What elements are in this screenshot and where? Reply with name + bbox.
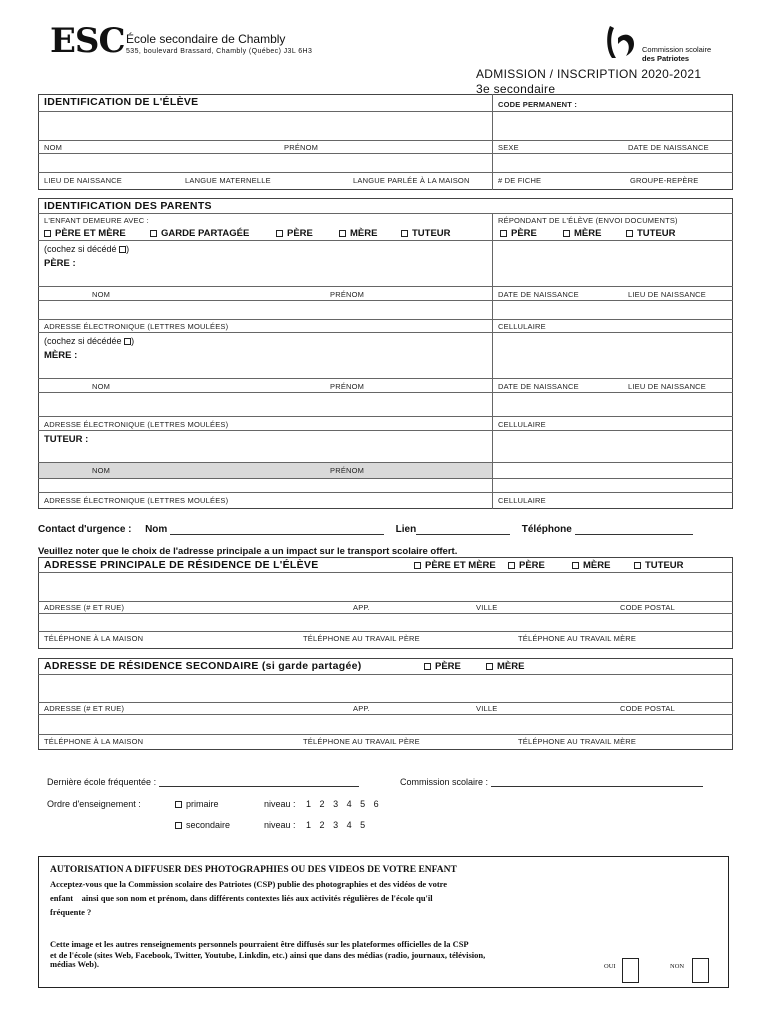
logo-text: ESC bbox=[50, 21, 125, 61]
sexe-label: SEXE bbox=[498, 143, 519, 152]
niveau-s2[interactable]: 2 bbox=[319, 820, 325, 830]
second-code-postal-label: CODE POSTAL bbox=[620, 704, 675, 713]
pere-decede-checkbox[interactable]: (cochez si décédé ) bbox=[44, 244, 130, 254]
urgence-lien-label: Lien bbox=[395, 524, 417, 535]
groupe-repere-label: GROUPE-REPÈRE bbox=[630, 176, 699, 185]
commission-label: Commission scolaire : bbox=[400, 777, 489, 787]
main-mere-checkbox[interactable]: MÈRE bbox=[572, 560, 610, 571]
school-name: École secondaire de Chambly bbox=[126, 32, 286, 46]
primaire-checkbox[interactable]: primaire bbox=[175, 799, 219, 809]
second-tel-pere-label: TÉLÉPHONE AU TRAVAIL PÈRE bbox=[303, 737, 420, 746]
mere-decede-checkbox[interactable]: (cochez si décédée ) bbox=[44, 336, 135, 346]
oui-label: OUI bbox=[604, 963, 616, 970]
no-fiche-label: # DE FICHE bbox=[498, 176, 542, 185]
autorisation-title: AUTORISATION A DIFFUSER DES PHOTOGRAPHIES OU DES VIDEOS DE VOTRE ENFANT bbox=[50, 865, 457, 875]
main-tel-mere-label: TÉLÉPHONE AU TRAVAIL MÈRE bbox=[518, 634, 637, 643]
main-tuteur-checkbox[interactable]: TUTEUR bbox=[634, 560, 684, 571]
board-name-1: Commission scolaire bbox=[642, 45, 712, 54]
main-pere-checkbox[interactable]: PÈRE bbox=[508, 560, 545, 571]
urgence-lien-field[interactable] bbox=[416, 524, 510, 535]
pere-courriel-label: ADRESSE ÉLECTRONIQUE (LETTRES MOULÉES) bbox=[44, 322, 229, 331]
board-logo-icon bbox=[604, 24, 638, 65]
repondant-mere-checkbox[interactable]: MÈRE bbox=[563, 228, 601, 239]
niveau-p4[interactable]: 4 bbox=[346, 799, 352, 809]
mere-cellulaire-label: CELLULAIRE bbox=[498, 420, 546, 429]
second-tel-maison-label: TÉLÉPHONE À LA MAISON bbox=[44, 737, 144, 746]
repondant-tuteur-checkbox[interactable]: TUTEUR bbox=[626, 228, 676, 239]
tuteur-cellulaire-label: CELLULAIRE bbox=[498, 496, 546, 505]
autorisation-line3: fréquente ? bbox=[50, 907, 92, 917]
urgence-tel-field[interactable] bbox=[575, 524, 693, 535]
second-pere-checkbox[interactable]: PÈRE bbox=[424, 661, 461, 672]
pere-label: PÈRE : bbox=[44, 258, 76, 269]
prenom-label: PRÉNOM bbox=[284, 143, 319, 152]
parents-section-title: IDENTIFICATION DES PARENTS bbox=[44, 200, 212, 212]
niveau-s4[interactable]: 4 bbox=[346, 820, 352, 830]
niveau-p2[interactable]: 2 bbox=[319, 799, 325, 809]
student-section-title: IDENTIFICATION DE L'ÉLÈVE bbox=[44, 96, 199, 108]
main-ville-label: VILLE bbox=[476, 603, 498, 612]
urgence-nom-label: Nom bbox=[145, 524, 168, 535]
niveau-p1[interactable]: 1 bbox=[306, 799, 312, 809]
urgence-tel-label: Téléphone bbox=[521, 524, 572, 535]
main-code-postal-label: CODE POSTAL bbox=[620, 603, 675, 612]
langue-maternelle-label: LANGUE MATERNELLE bbox=[185, 176, 271, 185]
mere-label: MÈRE : bbox=[44, 350, 78, 361]
oui-checkbox[interactable] bbox=[622, 958, 639, 983]
derniere-ecole-label: Dernière école fréquentée : bbox=[47, 777, 157, 787]
demeure-garde-partagee-checkbox[interactable]: GARDE PARTAGÉE bbox=[150, 228, 249, 239]
demeure-avec-label: L'ENFANT DEMEURE AVEC : bbox=[44, 216, 149, 225]
main-tel-maison-label: TÉLÉPHONE À LA MAISON bbox=[44, 634, 144, 643]
main-tel-pere-label: TÉLÉPHONE AU TRAVAIL PÈRE bbox=[303, 634, 420, 643]
student-birth-field[interactable] bbox=[39, 154, 491, 172]
main-pere-mere-checkbox[interactable]: PÈRE ET MÈRE bbox=[414, 560, 496, 571]
autorisation-line2: enfant ainsi que son nom et prénom, dans différents contextes liés aux activités régulières de l'école qu'il bbox=[50, 893, 433, 903]
mere-nom-label: NOM bbox=[92, 382, 111, 391]
pere-prenom-label: PRÉNOM bbox=[330, 290, 365, 299]
autorisation-para2-line1: Cette image et les autres renseignements personnels pourraient être diffusés sur les plateformes officielles de la CSP bbox=[50, 939, 469, 949]
second-mere-checkbox[interactable]: MÈRE bbox=[486, 661, 524, 672]
commission-row bbox=[400, 777, 703, 787]
niveau-s5[interactable]: 5 bbox=[360, 820, 366, 830]
school-address: 535, boulevard Brassard, Chambly (Québec) J3L 6H3 bbox=[126, 48, 313, 55]
code-permanent-field[interactable] bbox=[493, 112, 732, 140]
pere-cellulaire-label: CELLULAIRE bbox=[498, 322, 546, 331]
nom-label: NOM bbox=[44, 143, 63, 152]
niveau-s1[interactable]: 1 bbox=[306, 820, 312, 830]
tuteur-label: TUTEUR : bbox=[44, 434, 89, 445]
commission-field[interactable] bbox=[491, 777, 703, 787]
niveau-s3[interactable]: 3 bbox=[333, 820, 339, 830]
board-name-2: des Patriotes bbox=[642, 54, 690, 63]
ordre-label: Ordre d'enseignement : bbox=[47, 799, 141, 809]
mere-lieu-label: LIEU DE NAISSANCE bbox=[628, 382, 707, 391]
second-adresse-label: ADRESSE (# ET RUE) bbox=[44, 704, 125, 713]
school-logo bbox=[50, 21, 125, 61]
repondant-label: RÉPONDANT DE L'ÉLÈVE (ENVOI DOCUMENTS) bbox=[498, 216, 678, 225]
secondaire-checkbox[interactable]: secondaire bbox=[175, 820, 230, 830]
demeure-pere-mere-checkbox[interactable]: PÈRE ET MÈRE bbox=[44, 228, 126, 239]
repondant-pere-checkbox[interactable]: PÈRE bbox=[500, 228, 537, 239]
demeure-tuteur-checkbox[interactable]: TUTEUR bbox=[401, 228, 451, 239]
niveau-p3[interactable]: 3 bbox=[333, 799, 339, 809]
autorisation-para2-line2: et de l'école (sites Web, Facebook, Twitter, Youtube, Linkdin, etc.) ainsi que dans des médias (radio, journaux, télévision, bbox=[50, 950, 486, 960]
form-title: ADMISSION / INSCRIPTION 2020-2021 bbox=[476, 67, 702, 81]
niveau-p5[interactable]: 5 bbox=[360, 799, 366, 809]
second-ville-label: VILLE bbox=[476, 704, 498, 713]
lieu-naissance-label: LIEU DE NAISSANCE bbox=[44, 176, 123, 185]
code-permanent-label: CODE PERMANENT : bbox=[498, 100, 578, 109]
demeure-pere-checkbox[interactable]: PÈRE bbox=[276, 228, 313, 239]
urgence-nom-field[interactable] bbox=[170, 524, 384, 535]
second-address-title: ADRESSE DE RÉSIDENCE SECONDAIRE (si garde partagée) bbox=[44, 660, 362, 672]
niveaux-secondaire bbox=[306, 820, 365, 830]
urgence-label: Contact d'urgence : bbox=[38, 524, 132, 535]
pere-lieu-label: LIEU DE NAISSANCE bbox=[628, 290, 707, 299]
main-app-label: APP. bbox=[353, 603, 370, 612]
niveau-p6[interactable]: 6 bbox=[373, 799, 379, 809]
niveau-primaire-label: niveau : bbox=[264, 799, 296, 809]
student-name-field[interactable] bbox=[39, 112, 491, 140]
autorisation-para2-line3: médias Web). bbox=[50, 959, 99, 969]
mere-courriel-label: ADRESSE ÉLECTRONIQUE (LETTRES MOULÉES) bbox=[44, 420, 229, 429]
derniere-ecole-field[interactable] bbox=[159, 777, 359, 787]
non-checkbox[interactable] bbox=[692, 958, 709, 983]
grade: 3e secondaire bbox=[476, 82, 556, 96]
second-app-label: APP. bbox=[353, 704, 370, 713]
mere-date-label: DATE DE NAISSANCE bbox=[498, 382, 579, 391]
second-tel-mere-label: TÉLÉPHONE AU TRAVAIL MÈRE bbox=[518, 737, 637, 746]
transport-note: Veuillez noter que le choix de l'adresse principale a un impact sur le transport scolaire offert. bbox=[38, 546, 458, 557]
niveau-secondaire-label: niveau : bbox=[264, 820, 296, 830]
autorisation-line1: Acceptez-vous que la Commission scolaire des Patriotes (CSP) publie des photographies et des vidéos de votre bbox=[50, 879, 448, 889]
non-label: NON bbox=[670, 963, 685, 970]
date-naissance-label: DATE DE NAISSANCE bbox=[628, 143, 709, 152]
main-address-title: ADRESSE PRINCIPALE DE RÉSIDENCE DE L'ÉLÈVE bbox=[44, 559, 319, 571]
tuteur-nom-label: NOM bbox=[92, 466, 111, 475]
pere-date-label: DATE DE NAISSANCE bbox=[498, 290, 579, 299]
mere-prenom-label: PRÉNOM bbox=[330, 382, 365, 391]
niveaux-primaire bbox=[306, 799, 379, 809]
pere-nom-label: NOM bbox=[92, 290, 111, 299]
tuteur-prenom-label: PRÉNOM bbox=[330, 466, 365, 475]
langue-parlee-label: LANGUE PARLÉE À LA MAISON bbox=[353, 176, 470, 185]
urgence-row bbox=[38, 524, 693, 535]
tuteur-courriel-label: ADRESSE ÉLECTRONIQUE (LETTRES MOULÉES) bbox=[44, 496, 229, 505]
derniere-ecole-row bbox=[47, 777, 359, 787]
main-adresse-label: ADRESSE (# ET RUE) bbox=[44, 603, 125, 612]
demeure-mere-checkbox[interactable]: MÈRE bbox=[339, 228, 377, 239]
